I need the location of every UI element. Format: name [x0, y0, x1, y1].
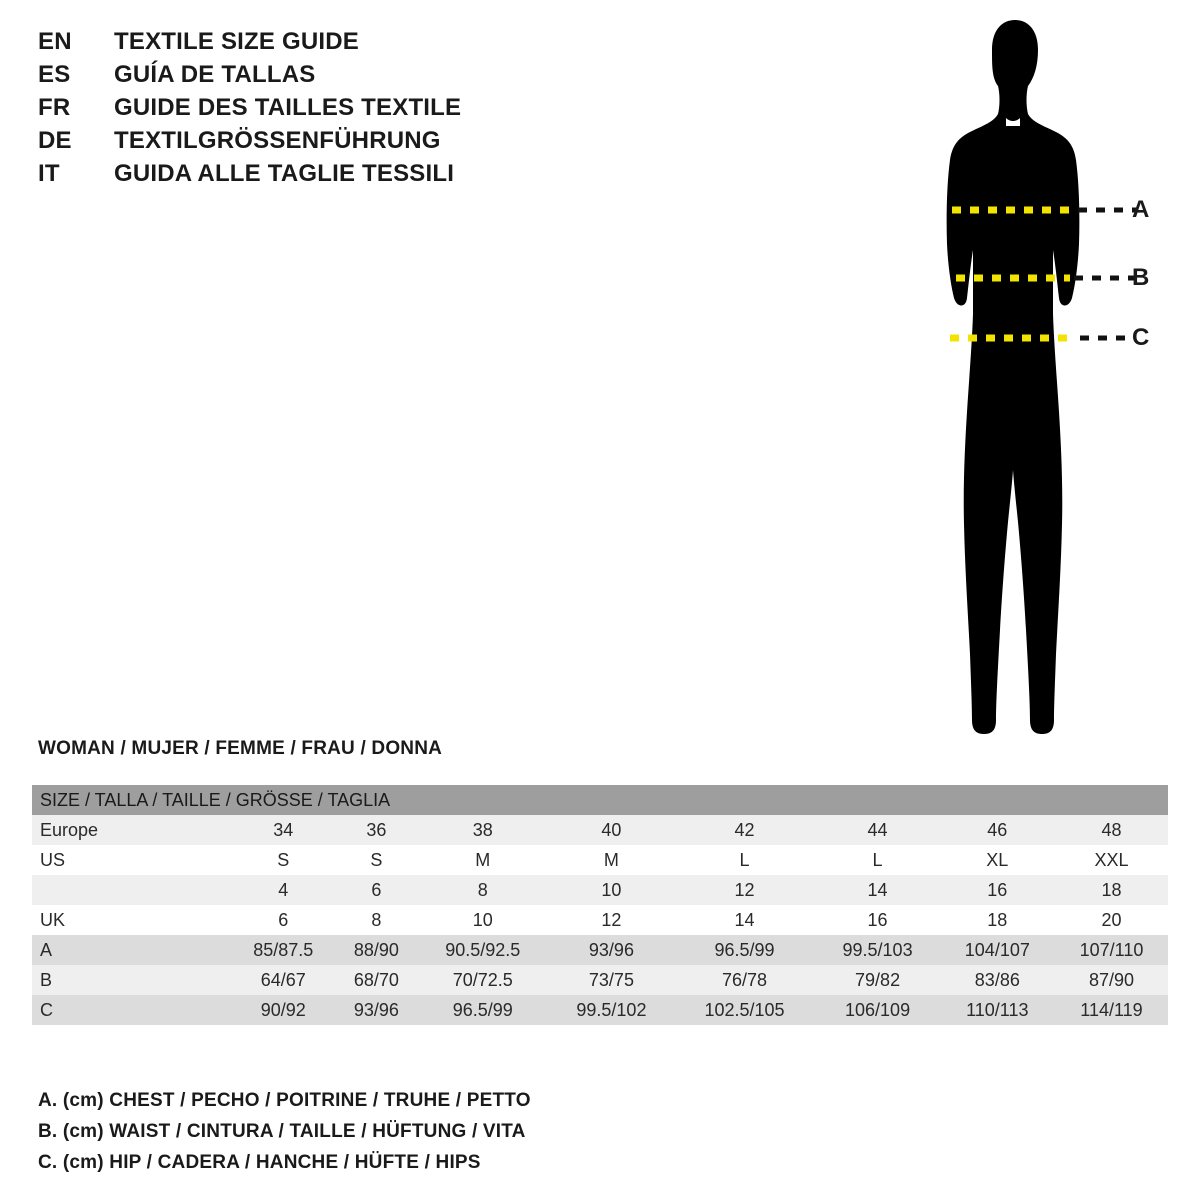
cell: 14	[867, 879, 888, 900]
cell: 85/87.5	[253, 939, 314, 960]
cell: 12	[734, 879, 755, 900]
cell: 20	[1101, 909, 1122, 930]
cell: 90.5/92.5	[445, 939, 521, 960]
cell: 40	[601, 819, 622, 840]
cell: 44	[867, 819, 888, 840]
cell: 38	[472, 819, 493, 840]
female-silhouette-icon	[860, 14, 1190, 744]
cell: 34	[273, 819, 294, 840]
title-row	[38, 94, 598, 127]
table-header-label: SIZE / TALLA / TAILLE / GRÖSSE / TAGLIA	[32, 785, 1168, 815]
cell: M	[603, 849, 619, 870]
table-row	[32, 875, 1168, 905]
table-row	[32, 965, 1168, 995]
cell: 96.5/99	[714, 939, 775, 960]
cell: 64/67	[260, 969, 306, 990]
row-label-us-numeric	[32, 875, 230, 905]
title-text-it: GUIDA ALLE TAGLIE TESSILI	[114, 160, 455, 187]
table-row	[32, 815, 1168, 845]
cell: 90/92	[260, 999, 306, 1020]
cell: 10	[601, 879, 622, 900]
cell: 93/96	[588, 939, 634, 960]
cell: 10	[472, 909, 493, 930]
table-row	[32, 845, 1168, 875]
title-block	[38, 28, 598, 193]
cell: 68/70	[353, 969, 399, 990]
cell: 8	[371, 909, 382, 930]
cell: 99.5/102	[576, 999, 647, 1020]
title-lang-en: EN	[38, 28, 72, 55]
row-label-us: US	[40, 849, 66, 870]
size-table	[32, 785, 1168, 1025]
cell: 48	[1101, 819, 1122, 840]
table-row	[32, 905, 1168, 935]
title-text-fr: GUIDE DES TAILLES TEXTILE	[114, 94, 462, 121]
cell: S	[277, 849, 290, 870]
measure-label-c: C	[1132, 324, 1150, 351]
table-row	[32, 935, 1168, 965]
title-lang-es: ES	[38, 61, 71, 88]
row-label-uk: UK	[40, 909, 66, 930]
cell: 88/90	[353, 939, 399, 960]
title-row	[38, 127, 598, 160]
cell: 18	[1101, 879, 1122, 900]
cell: 83/86	[974, 969, 1020, 990]
cell: 46	[987, 819, 1008, 840]
title-text-de: TEXTILGRÖSSENFÜHRUNG	[114, 127, 441, 154]
row-label-c: C	[40, 999, 53, 1020]
legend-line-waist: B. (cm) WAIST / CINTURA / TAILLE / HÜFTUNG / VITA	[38, 1121, 526, 1142]
cell: 93/96	[353, 999, 399, 1020]
title-row	[38, 28, 598, 61]
cell: 16	[867, 909, 888, 930]
cell: 73/75	[588, 969, 634, 990]
cell: 6	[371, 879, 382, 900]
table-header-row	[32, 785, 1168, 815]
table-row	[32, 995, 1168, 1025]
cell: 42	[734, 819, 755, 840]
cell: L	[739, 849, 750, 870]
cell: 102.5/105	[704, 999, 785, 1020]
legend-line-hip: C. (cm) HIP / CADERA / HANCHE / HÜFTE / HIPS	[38, 1152, 481, 1173]
cell: 4	[278, 879, 289, 900]
title-lang-de: DE	[38, 127, 72, 154]
cell: 99.5/103	[842, 939, 913, 960]
cell: 107/110	[1079, 939, 1144, 960]
row-label-b: B	[40, 969, 53, 990]
cell: 76/78	[721, 969, 768, 990]
cell: S	[370, 849, 383, 870]
legend	[38, 1090, 798, 1183]
cell: 8	[477, 879, 488, 900]
cell: 14	[734, 909, 755, 930]
cell: 70/72.5	[452, 969, 513, 990]
cell: XXL	[1094, 849, 1129, 870]
cell: 18	[987, 909, 1008, 930]
title-row	[38, 160, 598, 193]
cell: 106/109	[845, 999, 911, 1020]
cell: 12	[601, 909, 622, 930]
title-row	[38, 61, 598, 94]
measure-label-a: A	[1132, 196, 1150, 223]
cell: 104/107	[964, 939, 1030, 960]
measurement-figure	[860, 14, 1190, 744]
section-heading: WOMAN / MUJER / FEMME / FRAU / DONNA	[38, 738, 443, 759]
legend-line-chest: A. (cm) CHEST / PECHO / POITRINE / TRUHE / PETTO	[38, 1090, 531, 1111]
cell: M	[475, 849, 491, 870]
row-label-europe: Europe	[40, 819, 99, 840]
title-text-es: GUÍA DE TALLAS	[114, 61, 316, 88]
cell: 6	[278, 909, 289, 930]
cell: 110/113	[966, 999, 1029, 1020]
measure-label-b: B	[1132, 264, 1150, 291]
title-text-en: TEXTILE SIZE GUIDE	[114, 28, 359, 55]
cell: XL	[986, 849, 1009, 870]
cell: 36	[366, 819, 387, 840]
title-lang-fr: FR	[38, 94, 71, 121]
cell: 96.5/99	[452, 999, 513, 1020]
title-lang-it: IT	[38, 160, 60, 187]
row-label-a: A	[40, 939, 53, 960]
cell: 79/82	[855, 969, 901, 990]
cell: 114/119	[1080, 999, 1143, 1020]
cell: 87/90	[1088, 969, 1135, 990]
cell: 16	[987, 879, 1008, 900]
cell: L	[872, 849, 883, 870]
